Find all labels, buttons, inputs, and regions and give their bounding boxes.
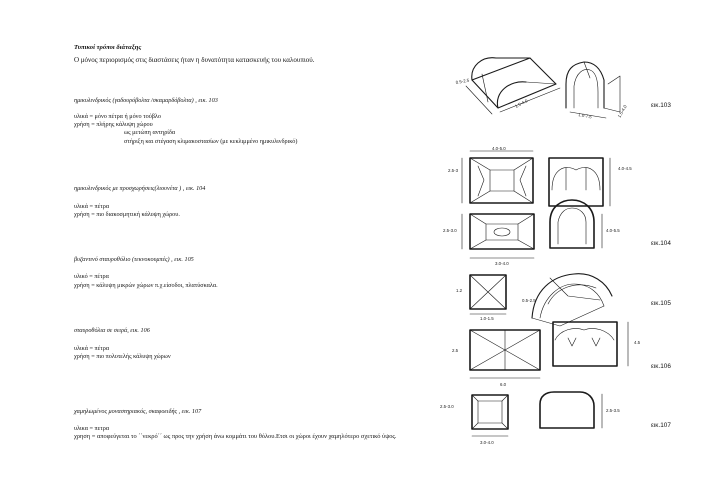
section-heading-107: χαμηλωμένος μοναστηριακός, σκαφοειδής , εικ. 107: [74, 408, 202, 415]
page-title: Τυπικοί τρόποι διάταξης: [74, 44, 142, 51]
fig106-dim-2: 6.0: [500, 382, 507, 387]
figure-label-104: εικ.104: [651, 240, 671, 247]
section-106-materials: υλικά = πέτρα: [74, 345, 110, 352]
fig107-dim-3: 2.5-3.5: [606, 408, 620, 413]
figure-label-103: εικ.103: [651, 102, 671, 109]
fig106-dim-1: 2.5: [452, 348, 459, 353]
section-105-materials: υλικό = πέτρα: [74, 273, 109, 280]
figure-105-sketch: [456, 274, 612, 326]
fig105-dim-1: 1.2: [456, 288, 463, 293]
section-103-use-3: στήριξη και στέγαση κλιμακοστασίων (με κεκλιμμένο ημικυλινδρικό): [124, 138, 298, 145]
fig105-dim-2: 1.0-1.5: [480, 316, 494, 321]
fig103-dim-3: 1.0-7.5: [577, 112, 593, 120]
section-103-use-2: ως μετώπη αντηρίδα: [124, 129, 176, 136]
section-heading-106: σταυροθόλια σε σειρά, εικ. 106: [74, 327, 150, 334]
fig104-dim-6: 4.0-5.5: [606, 228, 620, 233]
fig107-dim-2: 3.0-4.0: [480, 440, 494, 445]
section-104-use: χρήση = πιο διακοσμητική κάλυψη χώρου.: [74, 211, 180, 218]
section-heading-104: ημικυλινδρικός με προσχωρήσεις(λιουνέτα ) , εικ. 104: [74, 185, 206, 192]
section-105-use: χρήση = κάλυψη μικρών χώρων π.χ.είσοδοι, πλατύσκαλα.: [74, 282, 218, 289]
figure-label-107: εικ.107: [651, 422, 671, 429]
section-103-use: χρήση = πλήρης κάλυψη χώρου: [74, 121, 153, 128]
intro-paragraph: Ο μόνος περιορισμός στις διαστάσεις ήταν η δυνατότητα κατασκευής του καλουπιού.: [74, 56, 315, 64]
section-107-materials: υλικα = πετρα: [74, 425, 110, 432]
fig103-dim-1: 0.5-2.5: [455, 77, 470, 85]
fig106-dim-3: 4.5: [634, 340, 641, 345]
figure-107-sketch: [440, 392, 620, 445]
fig104-dim-5: 3.0-4.0: [495, 261, 509, 266]
fig104-dim-1: 4.0-5.0: [492, 146, 506, 151]
figure-104-sketch: [443, 146, 632, 266]
section-107-use: χρηση = αποφεύγεται το ΄΄νεκρό΄΄ ως προς την χρήση άνω κομμάτι του θόλου.Ετσι οι χώροι έχουν χαμηλότερο σχετικό ύψος.: [74, 433, 397, 440]
fig105-dim-3: 0.5-2.5: [522, 298, 536, 303]
section-heading-103: ημικυλινδρικός (γαδουρόβολτα /σκαμαρδόβολτα) , εικ. 103: [74, 97, 218, 104]
fig107-dim-1: 2.5-3.0: [440, 404, 454, 409]
section-106-use: χρήση = πιο πολυτελής κάλυψη χώρων: [74, 353, 171, 360]
section-heading-105: βυζαντινό σταυροθόλιο (τεκνοκουμπές) , εικ. 105: [74, 256, 194, 263]
figure-106-sketch: [452, 322, 641, 387]
fig104-dim-4: 2.5-3.0: [443, 228, 457, 233]
section-103-materials: υλικά = μόνο πέτρα ή μόνο τούβλο: [74, 113, 161, 120]
fig104-dim-3: 4.0-4.5: [618, 166, 632, 171]
section-104-materials: υλικά = πέτρα: [74, 203, 110, 210]
figure-label-106: εικ.106: [651, 363, 671, 370]
fig103-dim-2: 1.5-4.0: [514, 98, 529, 109]
fig103-dim-4: 1.5-4.0: [616, 104, 628, 119]
figure-103-sketch: [455, 58, 628, 120]
figure-label-105: εικ.105: [651, 300, 671, 307]
fig104-dim-2: 2.5-3: [448, 168, 459, 173]
